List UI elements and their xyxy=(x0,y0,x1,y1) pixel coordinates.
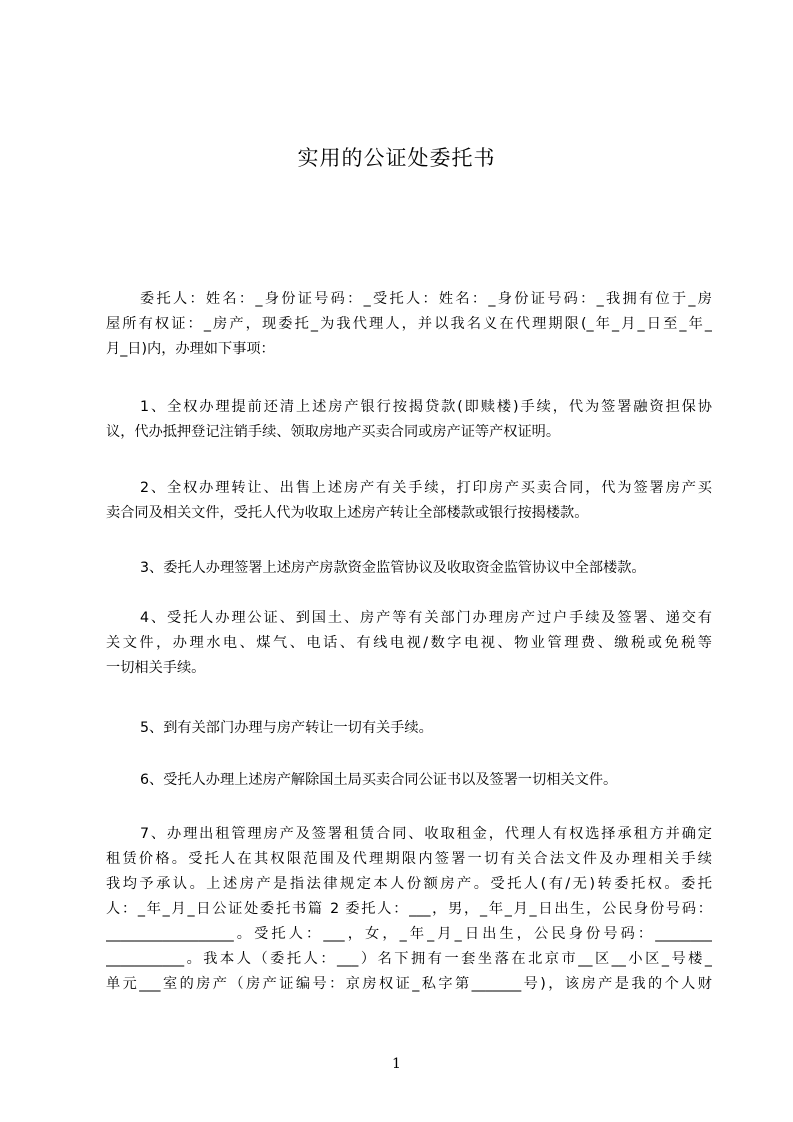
text-line: 关文件，办理水电、煤气、电话、有线电视/数字电视、物业管理费、缴税或免税等 xyxy=(106,635,712,651)
paragraph-item-2 xyxy=(106,476,712,526)
text-line: 1、全权办理提前还清上述房产银行按揭贷款(即赎楼)手续，代为签署融资担保协 xyxy=(140,399,712,415)
text-line: 3、委托人办理签署上述房产房款资金监管协议及收取资金监管协议中全部楼款。 xyxy=(140,560,646,576)
paragraph-item-7 xyxy=(106,822,712,997)
paragraph-item-3 xyxy=(106,556,712,581)
text-line: 我均予承认。上述房产是指法律规定本人份额房产。受托人(有/无)转委托权。委托 xyxy=(106,876,712,892)
text-line: 7、办理出租管理房产及签署租赁合同、收取租金，代理人有权选择承租方并确定 xyxy=(140,826,712,842)
text-line: 议，代办抵押登记注销手续、领取房地产买卖合同或房产证等产权证明。 xyxy=(106,424,561,440)
paragraph-item-5 xyxy=(106,716,712,741)
text-line: 卖合同及相关文件，受托人代为收取上述房产转让全部楼款或银行按揭楼款。 xyxy=(106,505,589,521)
text-line: ___________。我本人（委托人：___）名下拥有一套坐落在北京市__区__小区_号楼_ xyxy=(106,951,712,967)
text-line: 5、到有关部门办理与房产转让一切有关手续。 xyxy=(140,720,433,736)
text-line: 委托人：姓名：_身份证号码：_受托人：姓名：_身份证号码：_我拥有位于_房 xyxy=(140,291,712,307)
text-line: 6、受托人办理上述房产解除国土局买卖合同公证书以及签署一切相关文件。 xyxy=(140,772,618,788)
text-line: 单元___室的房产（房产证编号：京房权证_私字第_______号)，该房产是我的个人财 xyxy=(106,976,712,992)
paragraph-intro xyxy=(106,287,712,362)
text-line: 2、全权办理转让、出售上述房产有关手续，打印房产买卖合同，代为签署房产买 xyxy=(140,480,712,496)
text-line: 人：_年_月_日公证处委托书篇 2 委托人：___，男，_年_月_日出生，公民身份号码： xyxy=(106,901,712,917)
text-line: __________________。受托人：___，女，_年_月_日出生，公民身份号码：________ xyxy=(106,926,712,942)
text-line: 月_日)内，办理如下事项： xyxy=(106,341,275,357)
paragraph-item-1 xyxy=(106,395,712,445)
text-line: 4、受托人办理公证、到国土、房产等有关部门办理房产过户手续及签署、递交有 xyxy=(140,610,712,626)
paragraph-item-6 xyxy=(106,768,712,793)
text-line: 屋所有权证：_房产，现委托_为我代理人，并以我名义在代理期限(_年_月_日至_年_ xyxy=(106,316,712,332)
text-line: 一切相关手续。 xyxy=(106,660,206,676)
paragraph-item-4 xyxy=(106,606,712,681)
document-title: 实用的公证处委托书 xyxy=(297,146,496,170)
page-number: 1 xyxy=(392,1056,401,1072)
text-line: 租赁价格。受托人在其权限范围及代理期限内签署一切有关合法文件及办理相关手续 xyxy=(106,851,712,867)
